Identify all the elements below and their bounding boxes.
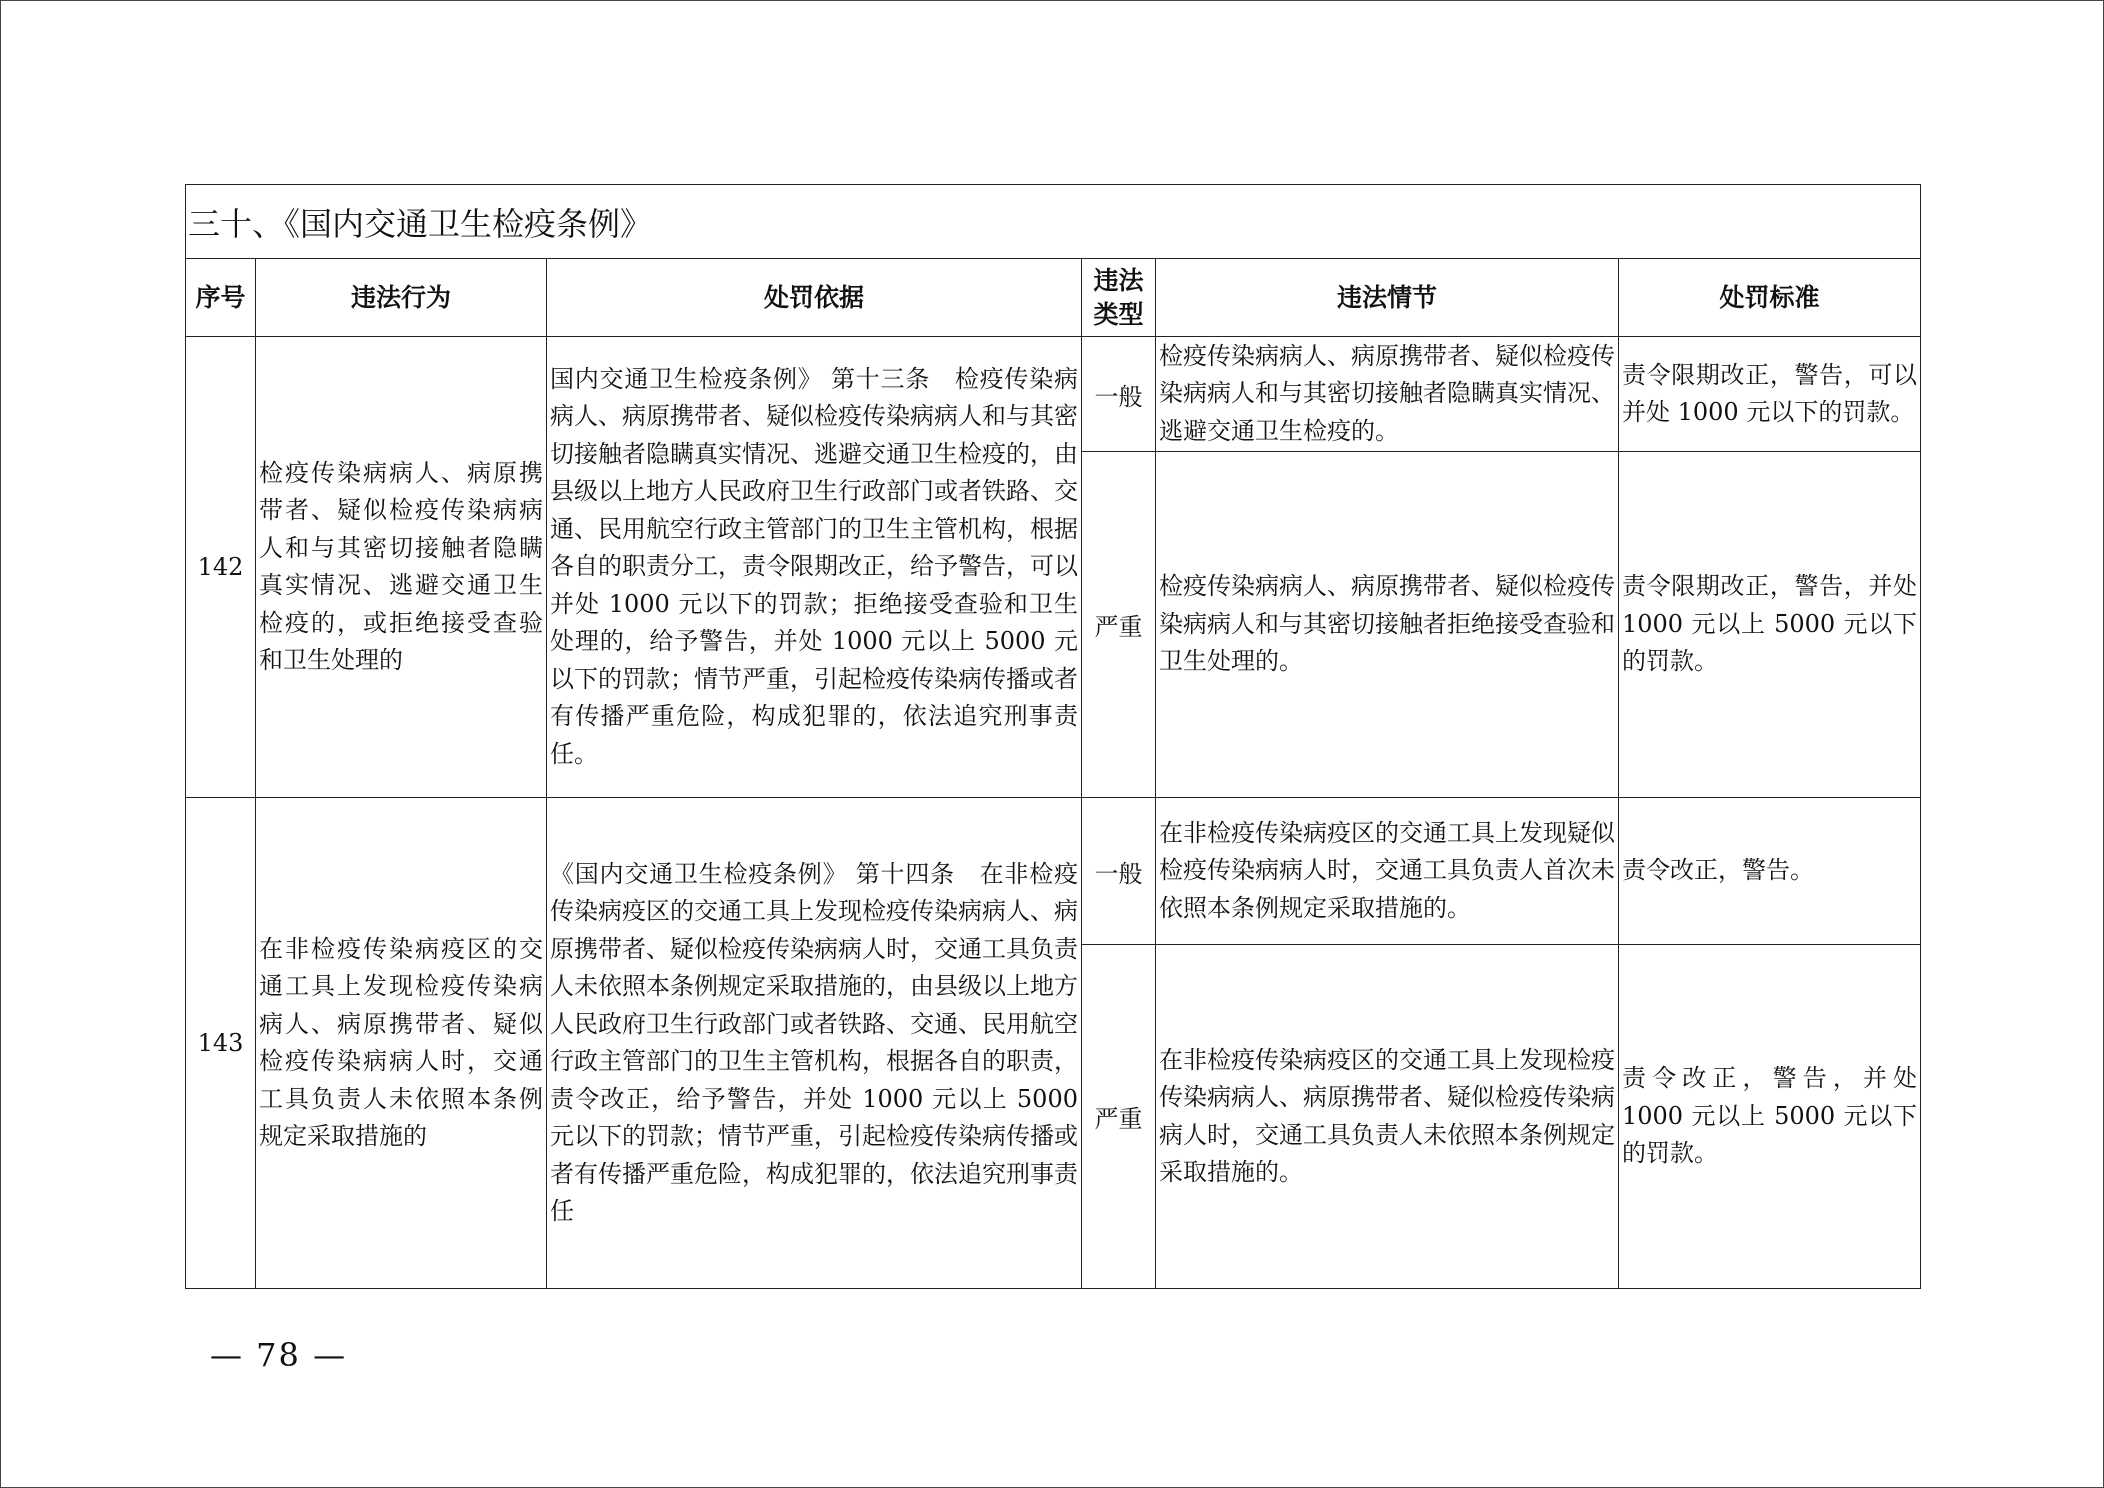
row-circumstance: 检疫传染病病人、病原携带者、疑似检疫传染病病人和与其密切接触者隐瞒真实情况、逃避交通卫生检疫的。 <box>1156 337 1619 452</box>
row-basis: 国内交通卫生检疫条例》 第十三条 检疫传染病病人、病原携带者、疑似检疫传染病病人和与其密切接触者隐瞒真实情况、逃避交通卫生检疫的，由县级以上地方人民政府卫生行政部门或者铁路、交通、民用航空行政主管部门的卫生主管机构，根据各自的职责分工，责令限期改正，给予警告，可以并处 1000 元以下的罚款；拒绝接受查验和卫生处理的，给予警告，并处 1000 元以上 5000 元以下的罚款；情节严重，引起检疫传染病传播或者有传播严重危险，构成犯罪的，依法追究刑事责任。 <box>547 337 1082 798</box>
table-row <box>186 337 1921 452</box>
table-row <box>186 798 1921 945</box>
row-standard: 责令限期改正，警告，并处 1000 元以上 5000 元以下的罚款。 <box>1619 452 1921 798</box>
header-standard: 处罚标准 <box>1619 259 1921 337</box>
penalty-table <box>185 184 1921 1289</box>
header-circumstance: 违法情节 <box>1156 259 1619 337</box>
header-serial: 序号 <box>186 259 256 337</box>
row-serial: 142 <box>186 337 256 798</box>
row-behavior: 在非检疫传染病疫区的交通工具上发现检疫传染病病人、病原携带者、疑似检疫传染病病人时，交通工具负责人未依照本条例规定采取措施的 <box>256 798 547 1289</box>
row-standard: 责令改正，警告，并处 1000 元以上 5000 元以下的罚款。 <box>1619 945 1921 1289</box>
header-basis: 处罚依据 <box>547 259 1082 337</box>
section-title: 三十、《国内交通卫生检疫条例》 <box>186 185 1921 259</box>
row-circumstance: 检疫传染病病人、病原携带者、疑似检疫传染病病人和与其密切接触者拒绝接受查验和卫生处理的。 <box>1156 452 1619 798</box>
row-circumstance: 在非检疫传染病疫区的交通工具上发现检疫传染病病人、病原携带者、疑似检疫传染病病人时，交通工具负责人未依照本条例规定采取措施的。 <box>1156 945 1619 1289</box>
header-behavior: 违法行为 <box>256 259 547 337</box>
row-type: 一般 <box>1082 798 1156 945</box>
row-type: 严重 <box>1082 452 1156 798</box>
row-standard: 责令限期改正，警告，可以并处 1000 元以下的罚款。 <box>1619 337 1921 452</box>
row-standard: 责令改正，警告。 <box>1619 798 1921 945</box>
row-type: 严重 <box>1082 945 1156 1289</box>
section-title-row <box>186 185 1921 259</box>
row-type: 一般 <box>1082 337 1156 452</box>
row-circumstance: 在非检疫传染病疫区的交通工具上发现疑似检疫传染病病人时，交通工具负责人首次未依照本条例规定采取措施的。 <box>1156 798 1619 945</box>
page-number: — 78 — <box>210 1336 348 1374</box>
header-type: 违法类型 <box>1082 259 1156 337</box>
header-row <box>186 259 1921 337</box>
row-behavior: 检疫传染病病人、病原携带者、疑似检疫传染病病人和与其密切接触者隐瞒真实情况、逃避交通卫生检疫的，或拒绝接受查验和卫生处理的 <box>256 337 547 798</box>
row-serial: 143 <box>186 798 256 1289</box>
row-basis: 《国内交通卫生检疫条例》 第十四条 在非检疫传染病疫区的交通工具上发现检疫传染病病人、病原携带者、疑似检疫传染病病人时，交通工具负责人未依照本条例规定采取措施的，由县级以上地方人民政府卫生行政部门或者铁路、交通、民用航空行政主管部门的卫生主管机构，根据各自的职责，责令改正，给予警告，并处 1000 元以上 5000 元以下的罚款；情节严重，引起检疫传染病传播或者有传播严重危险，构成犯罪的，依法追究刑事责任 <box>547 798 1082 1289</box>
